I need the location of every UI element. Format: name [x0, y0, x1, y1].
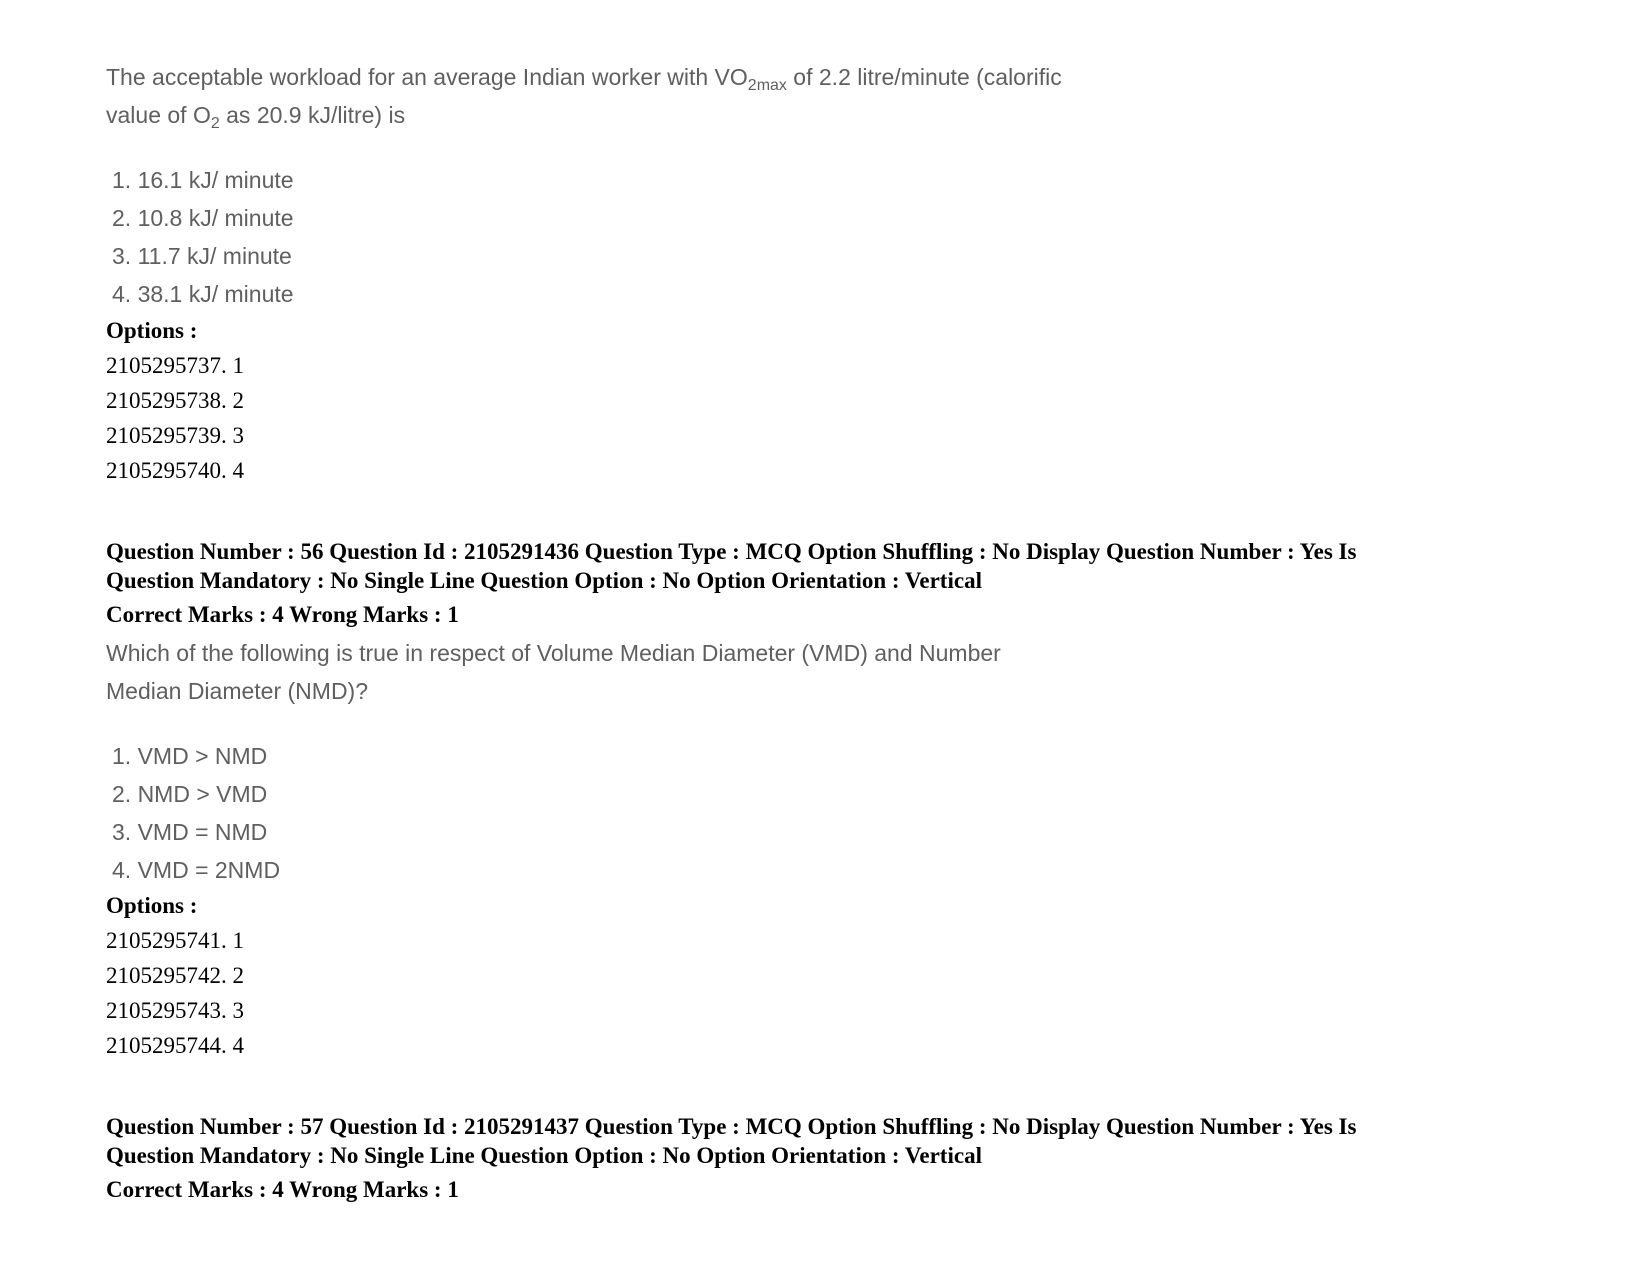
- question-55-text: [106, 58, 1406, 134]
- choice-3: 3. VMD = NMD: [112, 819, 268, 845]
- question-56-line-1: Which of the following is true in respect of Volume Median Diameter (VMD) and Number: [106, 640, 1001, 666]
- option-id-row: 2105295741. 1: [106, 928, 244, 953]
- question-57-meta: [106, 1112, 1556, 1170]
- question-56-text: [106, 634, 1406, 710]
- choice-1: 1. VMD > NMD: [112, 743, 268, 769]
- choice-2: 2. 10.8 kJ/ minute: [112, 205, 294, 231]
- question-meta-line-2: Question Mandatory : No Single Line Question Option : No Option Orientation : Vertical: [106, 568, 982, 593]
- choice-3: 3. 11.7 kJ/ minute: [112, 243, 292, 269]
- question-57-marks: Correct Marks : 4 Wrong Marks : 1: [106, 1177, 459, 1202]
- choice-4: 4. 38.1 kJ/ minute: [112, 281, 294, 307]
- question-56-line-2: Median Diameter (NMD)?: [106, 678, 369, 704]
- question-55-options: [106, 314, 244, 488]
- question-meta-line-1: Question Number : 56 Question Id : 2105291436 Question Type : MCQ Option Shuffling : No Display Question Number : Yes Is: [106, 539, 1357, 564]
- option-id-row: 2105295744. 4: [106, 1033, 244, 1058]
- options-label: Options :: [106, 318, 198, 343]
- option-id-row: 2105295737. 1: [106, 353, 244, 378]
- option-id-row: 2105295742. 2: [106, 963, 244, 988]
- question-56-options: [106, 889, 244, 1063]
- question-56-choices: [112, 737, 280, 889]
- question-meta-line-2: Question Mandatory : No Single Line Question Option : No Option Orientation : Vertical: [106, 1143, 982, 1168]
- question-56-marks: Correct Marks : 4 Wrong Marks : 1: [106, 602, 459, 627]
- question-meta-line-1: Question Number : 57 Question Id : 2105291437 Question Type : MCQ Option Shuffling : No Display Question Number : Yes Is: [106, 1114, 1357, 1139]
- choice-1: 1. 16.1 kJ/ minute: [112, 167, 294, 193]
- option-id-row: 2105295738. 2: [106, 388, 244, 413]
- options-label: Options :: [106, 893, 198, 918]
- choice-4: 4. VMD = 2NMD: [112, 857, 281, 883]
- option-id-row: 2105295740. 4: [106, 458, 244, 483]
- choice-2: 2. NMD > VMD: [112, 781, 268, 807]
- option-id-row: 2105295739. 3: [106, 423, 244, 448]
- question-55-choices: [112, 161, 294, 313]
- question-55-line-1: The acceptable workload for an average Indian worker with $VO_{2max}$ of 2.2 litre/minute (calorific: [106, 64, 1062, 94]
- question-56-meta: [106, 537, 1556, 595]
- question-55-line-2: value of $O_2$ as 20.9 kJ/litre) is: [106, 102, 406, 132]
- option-id-row: 2105295743. 3: [106, 998, 244, 1023]
